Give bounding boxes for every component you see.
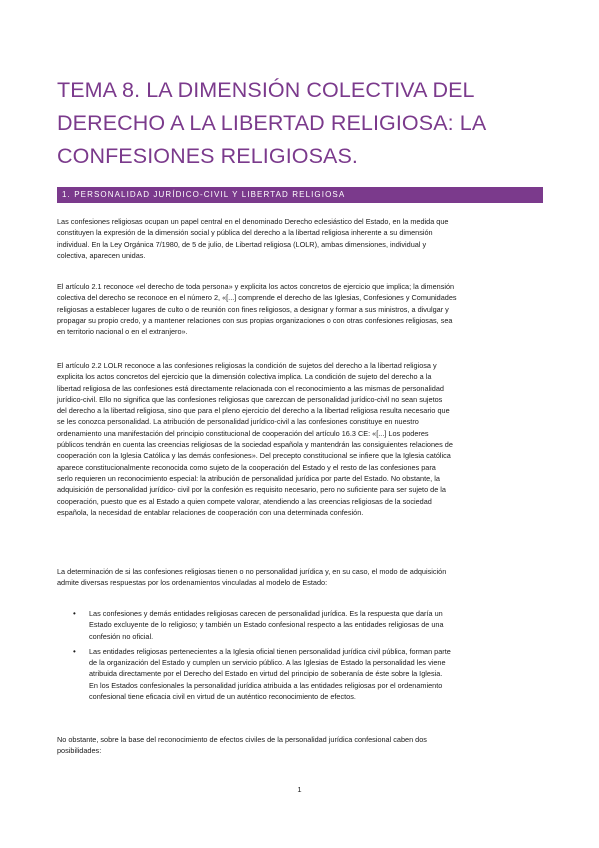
page-number: 1 (297, 785, 302, 794)
paragraph-line: adquisición de personalidad jurídico- civil por la confesión es requisito necesario, pero no suficiente para ser sujeto de la (57, 485, 446, 495)
list-item-line: confesión no oficial. (89, 631, 154, 641)
paragraph-line: en territorio nacional o en el extranjero». (57, 327, 188, 337)
list-item (57, 608, 544, 642)
paragraph-line: colectiva del derecho se reconoce en el número 2, «[...] comprende el derecho de las Iglesias, Confesiones y Comunidades (57, 293, 457, 303)
paragraph-article-2-2 (57, 360, 544, 518)
paragraph-line: ordenamiento una manifestación del principio constitucional de cooperación del artículo 16.3 CE: «[...] Los poderes (57, 428, 429, 438)
paragraph-line: públicos tendrán en cuenta las creencias religiosas de la sociedad española y mantendrán las consiguientes relaciones de (57, 440, 453, 450)
list-item-line: Las entidades religiosas pertenecientes a la Iglesia oficial tienen personalidad jurídica civil pública, forman parte (89, 646, 451, 656)
list-item-line: En los Estados confesionales la personalidad jurídica atribuida a las entidades religiosas por el ordenamiento (89, 680, 443, 690)
paragraph-line: cooperación con la Iglesia Católica y las demás confesiones». Del precepto constitucional se infiere que la Iglesia católica (57, 451, 451, 461)
section-heading-bar (57, 187, 543, 203)
paragraph-line: posibilidades: (57, 746, 102, 756)
list-item (57, 646, 544, 702)
paragraph-line: se les conozca personalidad. La atribución de personalidad jurídico-civil a las confesiones constituye en nuestro (57, 417, 419, 427)
paragraph-line: aparece constitucionalmente reconocida como sujeto de la cooperación del Estado y el resto de las confesiones para (57, 462, 436, 472)
paragraph-line: serlo requieren un reconocimiento especial: la atribución de personalidad jurídica por parte del Estado. No obstante, la (57, 473, 440, 483)
paragraph-line: La determinación de si las confesiones religiosas tienen o no personalidad jurídica y, en su caso, el modo de adquisición (57, 567, 447, 576)
paragraph-line: cooperación, puesto que es al Estado a quien compete valorar, atendiendo a las creencias religiosas de la sociedad (57, 496, 432, 506)
title-line: CONFESIONES RELIGIOSAS. (57, 144, 358, 168)
paragraph-line: Las confesiones religiosas ocupan un papel central en el denominado Derecho eclesiástico del Estado, en la medida que (57, 217, 449, 226)
title-line: DERECHO A LA LIBERTAD RELIGIOSA: LA (57, 111, 487, 135)
paragraph-line: española, la necesidad de entablar relaciones de cooperación con una determinada confesión. (57, 507, 364, 517)
paragraph-line: El artículo 2.1 reconoce «el derecho de toda persona» y explicita los actos concretos de ejercicio que implica; la dimensión (57, 282, 455, 291)
paragraph-line: constituyen la expresión de la dimensión social y pública del derecho a la libertad religiosa inherente a su dimensión (57, 228, 433, 238)
paragraph-line: propagar su propio credo, y a mantener relaciones con sus propias organizaciones o con otras confesiones religiosas, sea (57, 315, 453, 325)
title-line: TEMA 8. LA DIMENSIÓN COLECTIVA DEL (57, 78, 475, 102)
list-item-line: Las confesiones y demás entidades religiosas carecen de personalidad jurídica. Es la respuesta que daría un (89, 609, 443, 618)
bullet-list (57, 608, 544, 706)
paragraph-line: libertad religiosa de las confesiones está directamente relacionada con el reconocimiento a las mismas de personalidad (57, 383, 444, 393)
paragraph-determination (57, 566, 544, 589)
paragraph-line: del derecho a la libertad religiosa, sino que para el pleno ejercicio del derecho a la libertad religiosa resulta necesario que (57, 406, 450, 416)
paragraph-line: explicita los actos concretos del ejercicio que la dimensión colectiva implica. La condición de sujeto del derecho a la (57, 372, 432, 382)
list-item-line: Estado excluyente de lo religioso; y también un Estado confesional respecto a las entidades religiosas de una (89, 620, 444, 630)
section-heading: 1. PERSONALIDAD JURÍDICO-CIVIL Y LIBERTAD RELIGIOSA (62, 190, 346, 199)
paragraph-line: El artículo 2.2 LOLR reconoce a las confesiones religiosas la condición de sujetos del derecho a la libertad religiosa y (57, 361, 437, 370)
paragraph-line: individual. En la Ley Orgánica 7/1980, de 5 de julio, de Libertad religiosa (LOLR), ambas dimensiones, individual y (57, 239, 427, 249)
paragraph-intro (57, 216, 544, 261)
bullet-marker: • (73, 609, 76, 618)
paragraph-line: religiosas a establecer lugares de culto o de reunión con fines religiosos, a designar y formar a sus ministros, a divulgar y (57, 304, 449, 314)
list-item-line: de la organización del Estado y cumplen un servicio público. A las Iglesias de Estado la personalidad les viene (89, 658, 446, 668)
bullet-marker: • (73, 646, 76, 656)
document-title (57, 74, 557, 173)
list-item-line: atribuida directamente por el Derecho del Estado en virtud del principio de soberanía de éste sobre la Iglesia. (89, 669, 443, 679)
paragraph-line: admite diversas respuestas por los ordenamientos vinculadas al modelo de Estado: (57, 578, 328, 588)
paragraph-closing (57, 734, 544, 757)
paragraph-article-2-1 (57, 281, 544, 337)
list-item-line: confesional tiene eficacia civil en virtud de un auténtico reconocimiento de efectos. (89, 692, 356, 702)
paragraph-line: colectiva, aparecen unidas. (57, 250, 146, 260)
paragraph-line: jurídico-civil. Ello no significa que las confesiones religiosas que carezcan de personalidad jurídico-civil no sean sujetos (57, 394, 443, 404)
paragraph-line: No obstante, sobre la base del reconocimiento de efectos civiles de la personalidad jurídica confesional caben dos (57, 735, 427, 744)
